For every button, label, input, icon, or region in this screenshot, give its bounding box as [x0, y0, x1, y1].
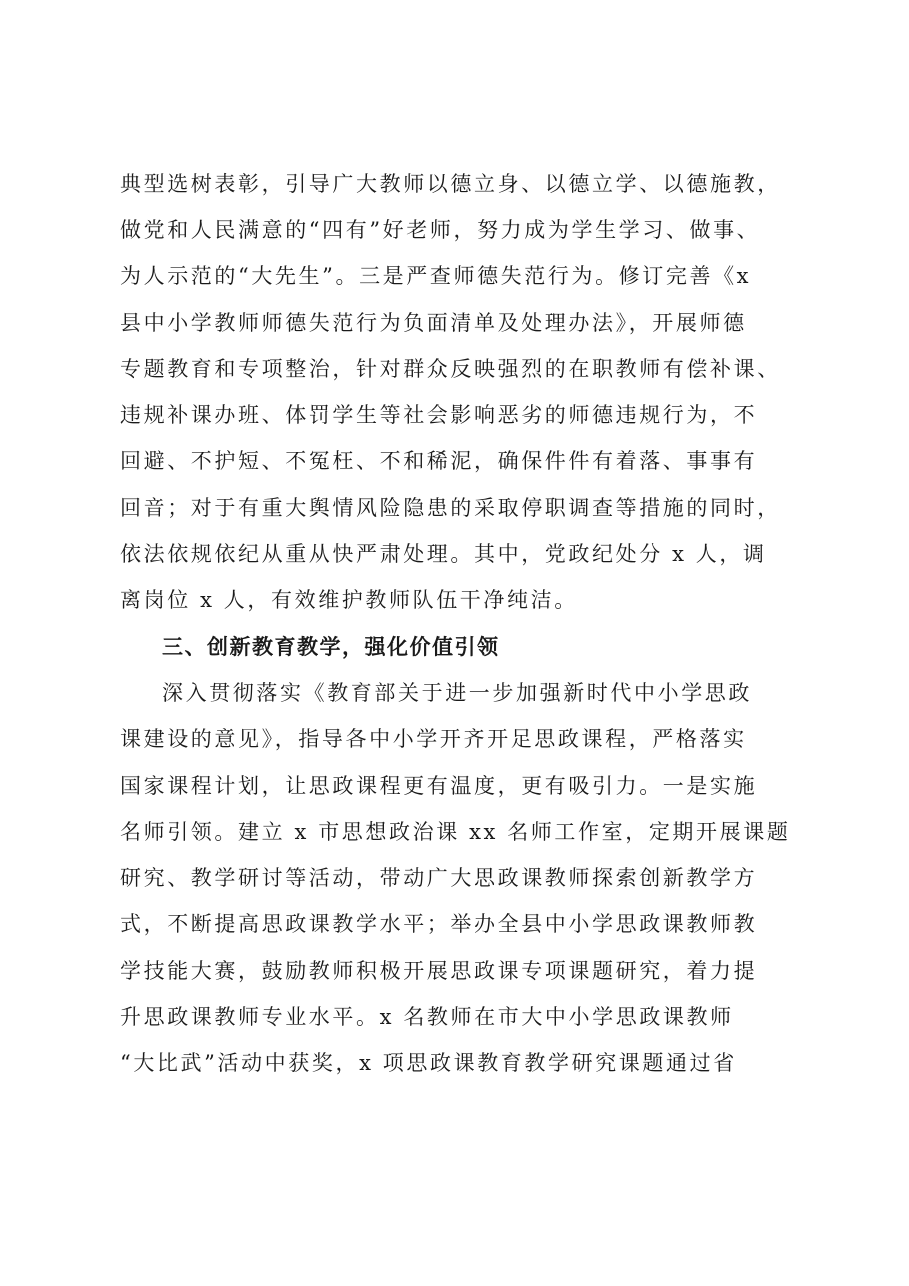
paragraph-line: 课建设的意见》，指导各中小学开齐开足思政课程，严格落实: [120, 727, 747, 751]
paragraph-line: 回避、不护短、不冤枉、不和稀泥，确保件件有着落、事事有: [120, 449, 758, 473]
paragraph-line: 回音；对于有重大舆情风险隐患的采取停职调查等措施的同时，: [120, 496, 781, 520]
paragraph-line: 名师引领。建立 x 市思想政治课 xx 名师工作室，定期开展课题: [120, 820, 791, 844]
paragraph-line: 依法依规依纪从重从快严肃处理。其中，党政纪处分 x 人，调: [120, 542, 767, 566]
paragraph-line: 县中小学教师师德失范行为负面清单及处理办法》，开展师德: [120, 311, 747, 335]
paragraph-line: 典型选树表彰，引导广大教师以德立身、以德立学、以德施教，: [120, 172, 781, 196]
paragraph-line: 深入贯彻落实《教育部关于进一步加强新时代中小学思政: [162, 681, 752, 705]
paragraph-line: 升思政课教师专业水平。x 名教师在市大中小学思政课教师: [120, 1005, 734, 1029]
paragraph-line: 离岗位 x 人，有效维护教师队伍干净纯洁。: [120, 588, 578, 612]
paragraph-line: 式，不断提高思政课教学水平；举办全县中小学思政课教师教: [120, 912, 758, 936]
section-heading: 三、创新教育教学，强化价值引领: [162, 635, 500, 659]
paragraph-line: 研究、教学研讨等活动，带动广大思政课教师探索创新教学方: [120, 866, 758, 890]
paragraph-line: 学技能大赛，鼓励教师积极开展思政课专项课题研究，着力提: [120, 959, 758, 983]
paragraph-line: “大比武”活动中获奖，x 项思政课教育教学研究课题通过省: [120, 1051, 737, 1075]
paragraph-line: 做党和人民满意的“四有”好老师，努力成为学生学习、做事、: [120, 218, 761, 242]
paragraph-line: 违规补课办班、体罚学生等社会影响恶劣的师德违规行为，不: [120, 403, 758, 427]
paragraph-line: 为人示范的“大先生”。三是严查师德失范行为。修订完善《x: [120, 264, 752, 288]
paragraph-line: 专题教育和专项整治，针对群众反映强烈的在职教师有偿补课、: [120, 357, 781, 381]
paragraph-line: 国家课程计划，让思政课程更有温度，更有吸引力。一是实施: [120, 774, 758, 798]
